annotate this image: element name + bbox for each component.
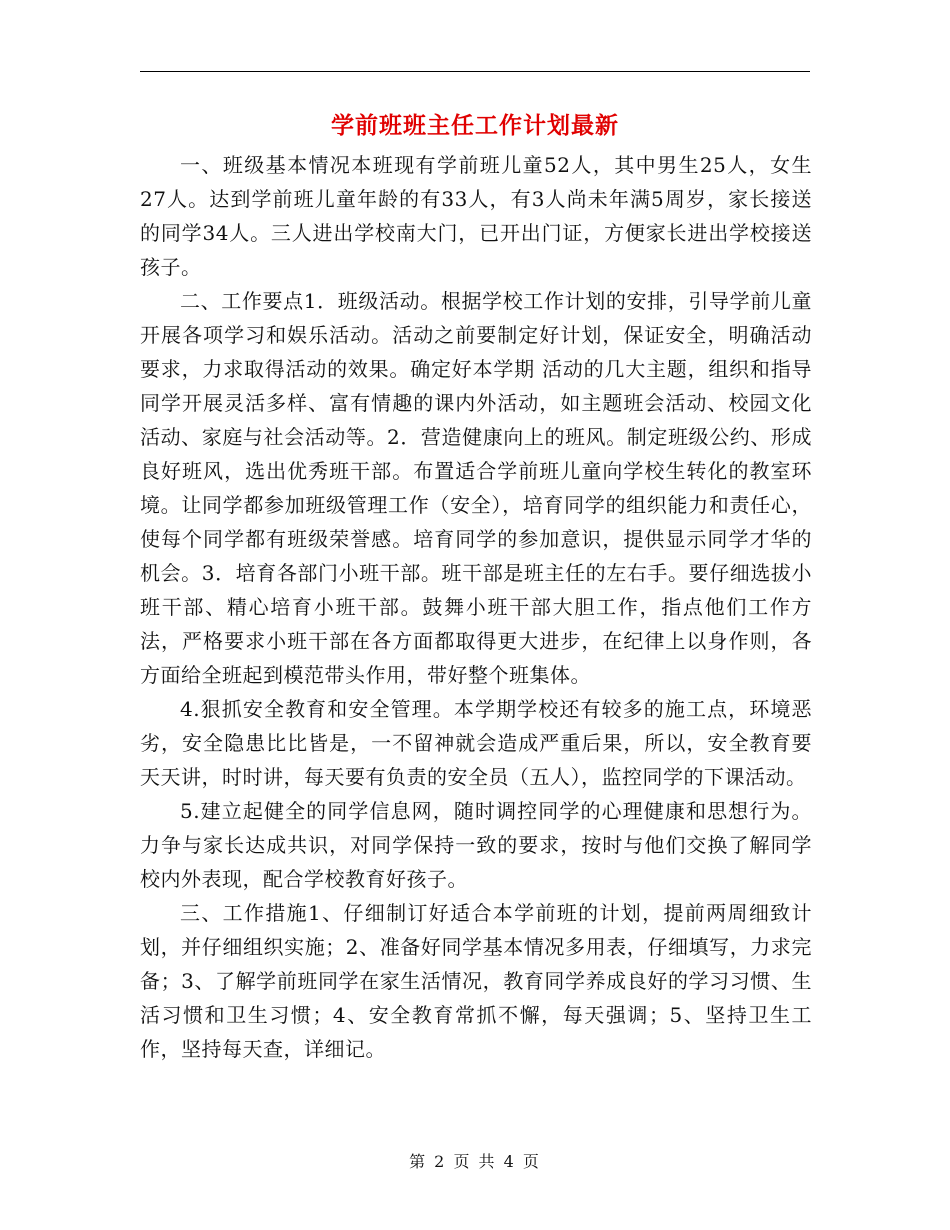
- document-body: [140, 148, 812, 1066]
- page-number: 第 2 页 共 4 页: [409, 1152, 541, 1171]
- paragraph-class-overview: 一、班级基本情况本班现有学前班儿童52人，其中男生25人，女生27人。达到学前班儿童年龄的有33人，有3人尚未年满5周岁，家长接送的同学34人。三人进出学校南大门，已开出门证，方便家长进出学校接送孩子。: [140, 153, 812, 279]
- header-rule: [140, 71, 810, 72]
- paragraph-work-points: 二、工作要点1．班级活动。根据学校工作计划的安排，引导学前儿童开展各项学习和娱乐活动。活动之前要制定好计划，保证安全，明确活动要求，力求取得活动的效果。确定好本学期 活动的几大主题，组织和指导同学开展灵活多样、富有情趣的课内外活动，如主题班会活动、校园文化活动、家庭与社会活动等。2．营造健康向上的班风。制定班级公约、形成良好班风，选出优秀班干部。布置适合学前班儿童向学校生转化的教室环境。让同学都参加班级管理工作（安全），培育同学的组织能力和责任心，使每个同学都有班级荣誉感。培育同学的参加意识，提供显示同学才华的机会。3．培育各部门小班干部。班干部是班主任的左右手。要仔细选拔小班干部、精心培育小班干部。鼓舞小班干部大胆工作，指点他们工作方法，严格要求小班干部在各方面都取得更大进步，在纪律上以身作则，各方面给全班起到模范带头作用，带好整个班集体。: [140, 289, 812, 687]
- paragraph-safety-education: 4.狠抓安全教育和安全管理。本学期学校还有较多的施工点，环境恶劣，安全隐患比比皆是，一不留神就会造成严重后果，所以，安全教育要天天讲，时时讲，每天要有负责的安全员（五人），监控同学的下课活动。: [140, 697, 812, 789]
- document-title: 学前班班主任工作计划最新: [331, 112, 619, 139]
- paragraph-student-info-network: 5.建立起健全的同学信息网，随时调控同学的心理健康和思想行为。力争与家长达成共识，对同学保持一致的要求，按时与他们交换了解同学校内外表现，配合学校教育好孩子。: [140, 799, 812, 891]
- paragraph-work-measures: 三、工作措施1、仔细制订好适合本学前班的计划，提前两周细致计划，并仔细组织实施；2、准备好同学基本情况多用表，仔细填写，力求完备；3、了解学前班同学在家生活情况，教育同学养成良好的学习习惯、生活习惯和卫生习惯；4、安全教育常抓不懈，每天强调；5、坚持卫生工作，坚持每天查，详细记。: [140, 901, 812, 1061]
